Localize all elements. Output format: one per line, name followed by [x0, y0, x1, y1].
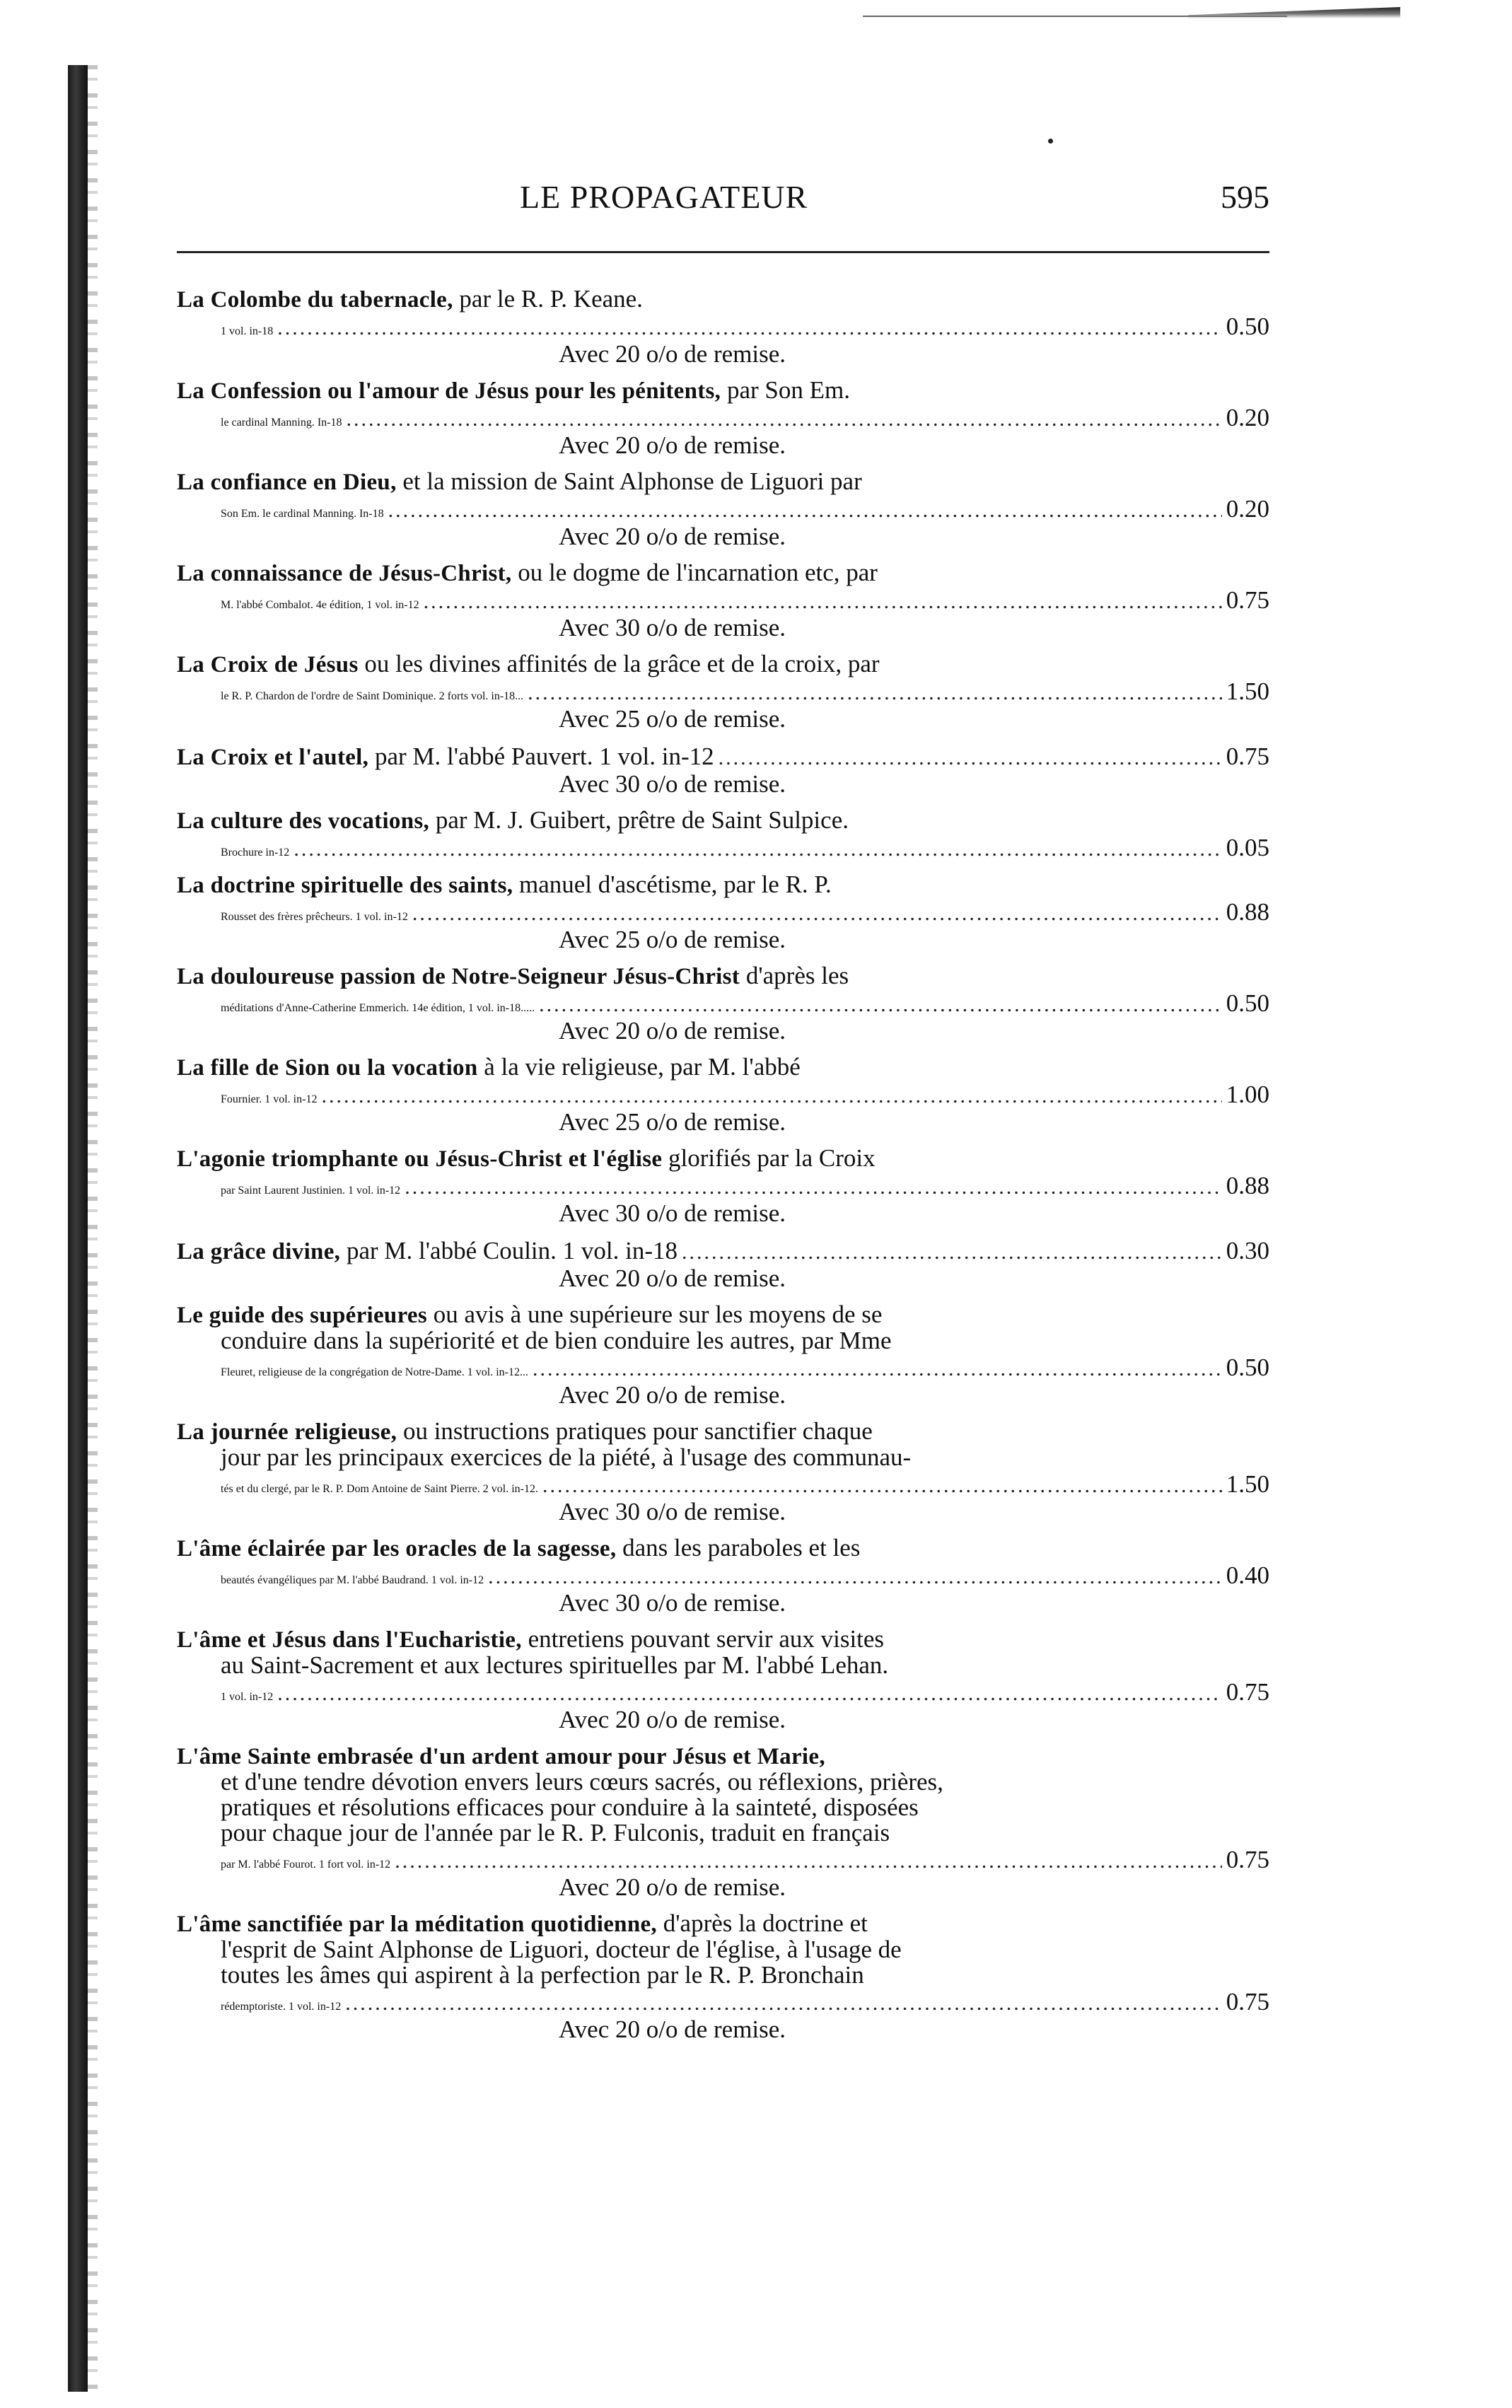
entry-price-line [177, 1561, 1269, 1590]
leader-dots [347, 407, 1222, 431]
entry-discount: Avec 20 o/o de remise. [559, 1706, 786, 1733]
entry-price-line [177, 1470, 1269, 1499]
entry-continuation: au Saint-Sacrement et aux lectures spirituelles par M. l'abbé Lehan. [221, 1651, 889, 1679]
entry-description: ou instructions pratiques pour sanctifier chaque [397, 1417, 873, 1445]
entry-first-line [177, 963, 1269, 989]
leader-dots [488, 1565, 1222, 1589]
entry-volume-info: par M. l'abbé Fourot. 1 fort vol. in-12 [221, 1859, 391, 1871]
leader-dots [388, 499, 1222, 523]
entry-price-line [177, 677, 1269, 706]
entry-price: 1.50 [1226, 677, 1269, 705]
leader-dots [542, 1474, 1222, 1498]
entry-discount: Avec 20 o/o de remise. [559, 431, 786, 459]
entry-title: L'âme Sainte embrasée d'un ardent amour pour Jésus et Marie, [177, 1744, 825, 1769]
entry-price: 0.05 [1226, 834, 1269, 861]
catalog-entry [177, 1054, 1269, 1136]
entry-price: 0.75 [1226, 1846, 1269, 1873]
entry-description: et la mission de Saint Alphonse de Liguori par [396, 467, 862, 495]
entry-price-line [177, 1988, 1269, 2016]
entry-first-line [177, 286, 1269, 313]
entry-discount: Avec 20 o/o de remise. [559, 340, 786, 368]
entry-price: 0.50 [1226, 1354, 1269, 1381]
entry-description: d'après la doctrine et [656, 1909, 868, 1937]
entry-first-line [177, 651, 1269, 677]
catalog-entry [177, 808, 1269, 862]
leader-dots [277, 316, 1222, 340]
entry-discount: Avec 20 o/o de remise. [559, 2016, 786, 2043]
entry-volume-info: rédemptoriste. 1 vol. in-12 [221, 2001, 342, 2013]
leader-dots [321, 1084, 1221, 1108]
entry-first-line [177, 1535, 1269, 1561]
entry-title: Le guide des supérieures [177, 1303, 428, 1328]
entry-price-line [177, 834, 1269, 862]
entry-first-line [177, 560, 1269, 586]
entry-price: 0.75 [1226, 586, 1269, 614]
entry-description: par M. l'abbé Pauvert. 1 vol. in-12 [368, 743, 714, 770]
entry-description: par M. J. Guibert, prêtre de Saint Sulpice. [429, 806, 849, 834]
entry-price: 0.88 [1226, 898, 1269, 926]
leader-dots [405, 1175, 1222, 1199]
entry-volume-info: Son Em. le cardinal Manning. In-18 [221, 508, 384, 520]
entry-title: La culture des vocations, [177, 808, 430, 834]
entry-price-line [177, 404, 1269, 432]
entry-description: à la vie religieuse, par M. l'abbé [477, 1053, 801, 1081]
catalog-entry [177, 1302, 1269, 1409]
entry-price-line [177, 1081, 1269, 1109]
catalog-entry [177, 560, 1269, 641]
leader-dots [533, 1357, 1222, 1381]
page-number: 595 [1221, 179, 1269, 215]
entry-first-line [177, 1743, 1269, 1769]
entry-description: manuel d'ascétisme, par le R. P. [513, 871, 832, 898]
entry-first-line [177, 743, 1269, 771]
leader-dots [293, 837, 1221, 861]
entry-first-line [177, 378, 1269, 404]
entry-title: L'âme sanctifiée par la méditation quotidienne, [177, 1912, 657, 1937]
leader-dots [395, 1849, 1222, 1873]
entry-description: dans les paraboles et les [616, 1534, 861, 1561]
catalog-entry [177, 1743, 1269, 1901]
entry-price: 0.75 [1226, 743, 1269, 770]
entry-continuation: toutes les âmes qui aspirent à la perfection par le R. P. Bronchain [221, 1961, 864, 1989]
catalog-entry [177, 963, 1269, 1045]
entry-description: entretiens pouvant servir aux visites [521, 1625, 885, 1653]
entry-title: La connaissance de Jésus-Christ, [177, 561, 512, 586]
entry-title: L'âme éclairée par les oracles de la sagesse, [177, 1536, 617, 1561]
catalog-entry [177, 1419, 1269, 1525]
entry-first-line [177, 1627, 1269, 1653]
entry-description: par Son Em. [721, 376, 850, 404]
entry-description: ou le dogme de l'incarnation etc, par [511, 559, 878, 586]
scan-artifact [863, 6, 1400, 18]
catalog-entry [177, 286, 1269, 368]
leader-dots [539, 993, 1222, 1017]
catalog-entry [177, 1535, 1269, 1617]
entry-price-line [177, 1678, 1269, 1706]
entry-title: La Confession ou l'amour de Jésus pour les pénitents, [177, 378, 721, 404]
entry-price: 0.40 [1226, 1561, 1269, 1589]
entry-discount: Avec 25 o/o de remise. [559, 1108, 786, 1136]
entry-first-line [177, 1911, 1269, 1937]
catalog-entry [177, 378, 1269, 459]
binding-edge [68, 65, 88, 2392]
entry-discount: Avec 30 o/o de remise. [559, 770, 786, 798]
entry-first-line [177, 1302, 1269, 1328]
entry-price-line [177, 989, 1269, 1018]
entry-title: L'agonie triomphante ou Jésus-Christ et l'église [177, 1146, 663, 1172]
entry-volume-info: le R. P. Chardon de l'ordre de Saint Dominique. 2 forts vol. in-18... [221, 690, 524, 702]
entry-description: d'après les [740, 962, 849, 989]
entry-discount: Avec 30 o/o de remise. [559, 1589, 786, 1617]
entry-first-line [177, 1419, 1269, 1445]
entry-discount: Avec 20 o/o de remise. [559, 1381, 786, 1409]
entry-discount: Avec 30 o/o de remise. [559, 1498, 786, 1525]
entry-price: 0.50 [1226, 989, 1269, 1017]
entry-volume-info: par Saint Laurent Justinien. 1 vol. in-12 [221, 1185, 401, 1197]
ink-speck [1048, 139, 1053, 144]
entry-continuation: pratiques et résolutions efficaces pour conduire à la sainteté, disposées [221, 1793, 919, 1821]
entry-continuation: jour par les principaux exercices de la piété, à l'usage des communau- [221, 1443, 912, 1471]
entry-first-line [177, 469, 1269, 495]
entry-title: La doctrine spirituelle des saints, [177, 873, 513, 898]
entry-price: 0.88 [1226, 1172, 1269, 1199]
entry-discount: Avec 20 o/o de remise. [559, 1017, 786, 1045]
entry-volume-info: le cardinal Manning. In-18 [221, 417, 342, 429]
entry-continuation: l'esprit de Saint Alphonse de Liguori, docteur de l'église, à l'usage de [221, 1936, 902, 1963]
leader-dots [528, 681, 1222, 705]
header-rule [177, 251, 1269, 253]
entry-discount: Avec 25 o/o de remise. [559, 705, 786, 733]
entry-price-line [177, 1354, 1269, 1382]
entry-price-line [177, 1172, 1269, 1200]
entry-discount: Avec 30 o/o de remise. [559, 614, 786, 641]
entry-volume-info: beautés évangéliques par M. l'abbé Baudrand. 1 vol. in-12 [221, 1574, 484, 1586]
entry-price-line [177, 586, 1269, 615]
entry-title: La Croix et l'autel, [177, 745, 369, 770]
catalog-entries [177, 286, 1269, 2053]
entry-continuation: pour chaque jour de l'année par le R. P. Fulconis, traduit en français [221, 1819, 890, 1846]
entry-volume-info: méditations d'Anne-Catherine Emmerich. 14e édition, 1 vol. in-18..... [221, 1002, 535, 1014]
entry-volume-info: tés et du clergé, par le R. P. Dom Antoine de Saint Pierre. 2 vol. in-12. [221, 1483, 538, 1495]
entry-price: 0.30 [1226, 1237, 1269, 1264]
entry-price: 0.20 [1226, 495, 1269, 523]
entry-price: 1.00 [1226, 1081, 1269, 1108]
entry-volume-info: M. l'abbé Combalot. 4e édition, 1 vol. in-12 [221, 599, 419, 611]
leader-dots [412, 902, 1222, 926]
entry-title: La confiance en Dieu, [177, 470, 397, 495]
entry-first-line [177, 872, 1269, 898]
entry-description: glorifiés par la Croix [662, 1144, 876, 1172]
entry-continuation: conduire dans la supériorité et de bien conduire les autres, par Mme [221, 1327, 892, 1354]
entry-discount: Avec 25 o/o de remise. [559, 926, 786, 953]
entry-first-line [177, 1054, 1269, 1081]
entry-price: 1.50 [1226, 1470, 1269, 1498]
catalog-entry [177, 872, 1269, 953]
catalog-entry [177, 743, 1269, 798]
entry-price-line [177, 898, 1269, 926]
entry-price: 0.75 [1226, 1988, 1269, 2016]
catalog-entry [177, 1237, 1269, 1292]
entry-price-line [177, 313, 1269, 341]
entry-description: par le R. P. Keane. [453, 285, 643, 313]
entry-volume-info: Fleuret, religieuse de la congrégation de Notre-Dame. 1 vol. in-12... [221, 1366, 528, 1378]
entry-description: ou avis à une supérieure sur les moyens de se [427, 1301, 883, 1328]
entry-discount: Avec 20 o/o de remise. [559, 1264, 786, 1292]
leader-dots [345, 1991, 1222, 2016]
leader-dots [424, 590, 1222, 614]
entry-discount: Avec 20 o/o de remise. [559, 523, 786, 550]
entry-price-line [177, 495, 1269, 523]
entry-description: par M. l'abbé Coulin. 1 vol. in-18 [340, 1237, 678, 1264]
entry-title: L'âme et Jésus dans l'Eucharistie, [177, 1627, 522, 1653]
entry-title: La Colombe du tabernacle, [177, 287, 453, 313]
entry-discount: Avec 20 o/o de remise. [559, 1873, 786, 1901]
catalog-entry [177, 1911, 1269, 2043]
entry-title: La fille de Sion ou la vocation [177, 1055, 478, 1081]
entry-volume-info: 1 vol. in-18 [221, 325, 274, 337]
entry-volume-info: 1 vol. in-12 [221, 1691, 274, 1703]
entry-first-line [177, 1237, 1269, 1265]
entry-title: La journée religieuse, [177, 1419, 397, 1445]
running-head: LE PROPAGATEUR [520, 179, 808, 215]
leader-dots [277, 1682, 1222, 1706]
entry-title: La douloureuse passion de Notre-Seigneur Jésus-Christ [177, 964, 740, 989]
leader-dots [719, 746, 1222, 770]
leader-dots [682, 1240, 1222, 1264]
entry-title: La Croix de Jésus [177, 652, 359, 677]
entry-volume-info: Brochure in-12 [221, 847, 290, 859]
entry-volume-info: Fournier. 1 vol. in-12 [221, 1093, 318, 1105]
entry-first-line [177, 808, 1269, 834]
catalog-entry [177, 469, 1269, 550]
entry-title: La grâce divine, [177, 1239, 341, 1264]
catalog-entry [177, 651, 1269, 733]
catalog-entry [177, 1146, 1269, 1227]
entry-price: 0.50 [1226, 313, 1269, 340]
page-header [520, 178, 1269, 228]
catalog-entry [177, 1627, 1269, 1733]
entry-volume-info: Rousset des frères prêcheurs. 1 vol. in-12 [221, 911, 408, 923]
entry-description: ou les divines affinités de la grâce et de la croix, par [358, 650, 880, 677]
entry-discount: Avec 30 o/o de remise. [559, 1199, 786, 1227]
entry-continuation: et d'une tendre dévotion envers leurs cœurs sacrés, ou réflexions, prières, [221, 1768, 943, 1796]
entry-first-line [177, 1146, 1269, 1172]
entry-price: 0.20 [1226, 404, 1269, 431]
entry-price: 0.75 [1226, 1678, 1269, 1706]
entry-price-line [177, 1846, 1269, 1874]
